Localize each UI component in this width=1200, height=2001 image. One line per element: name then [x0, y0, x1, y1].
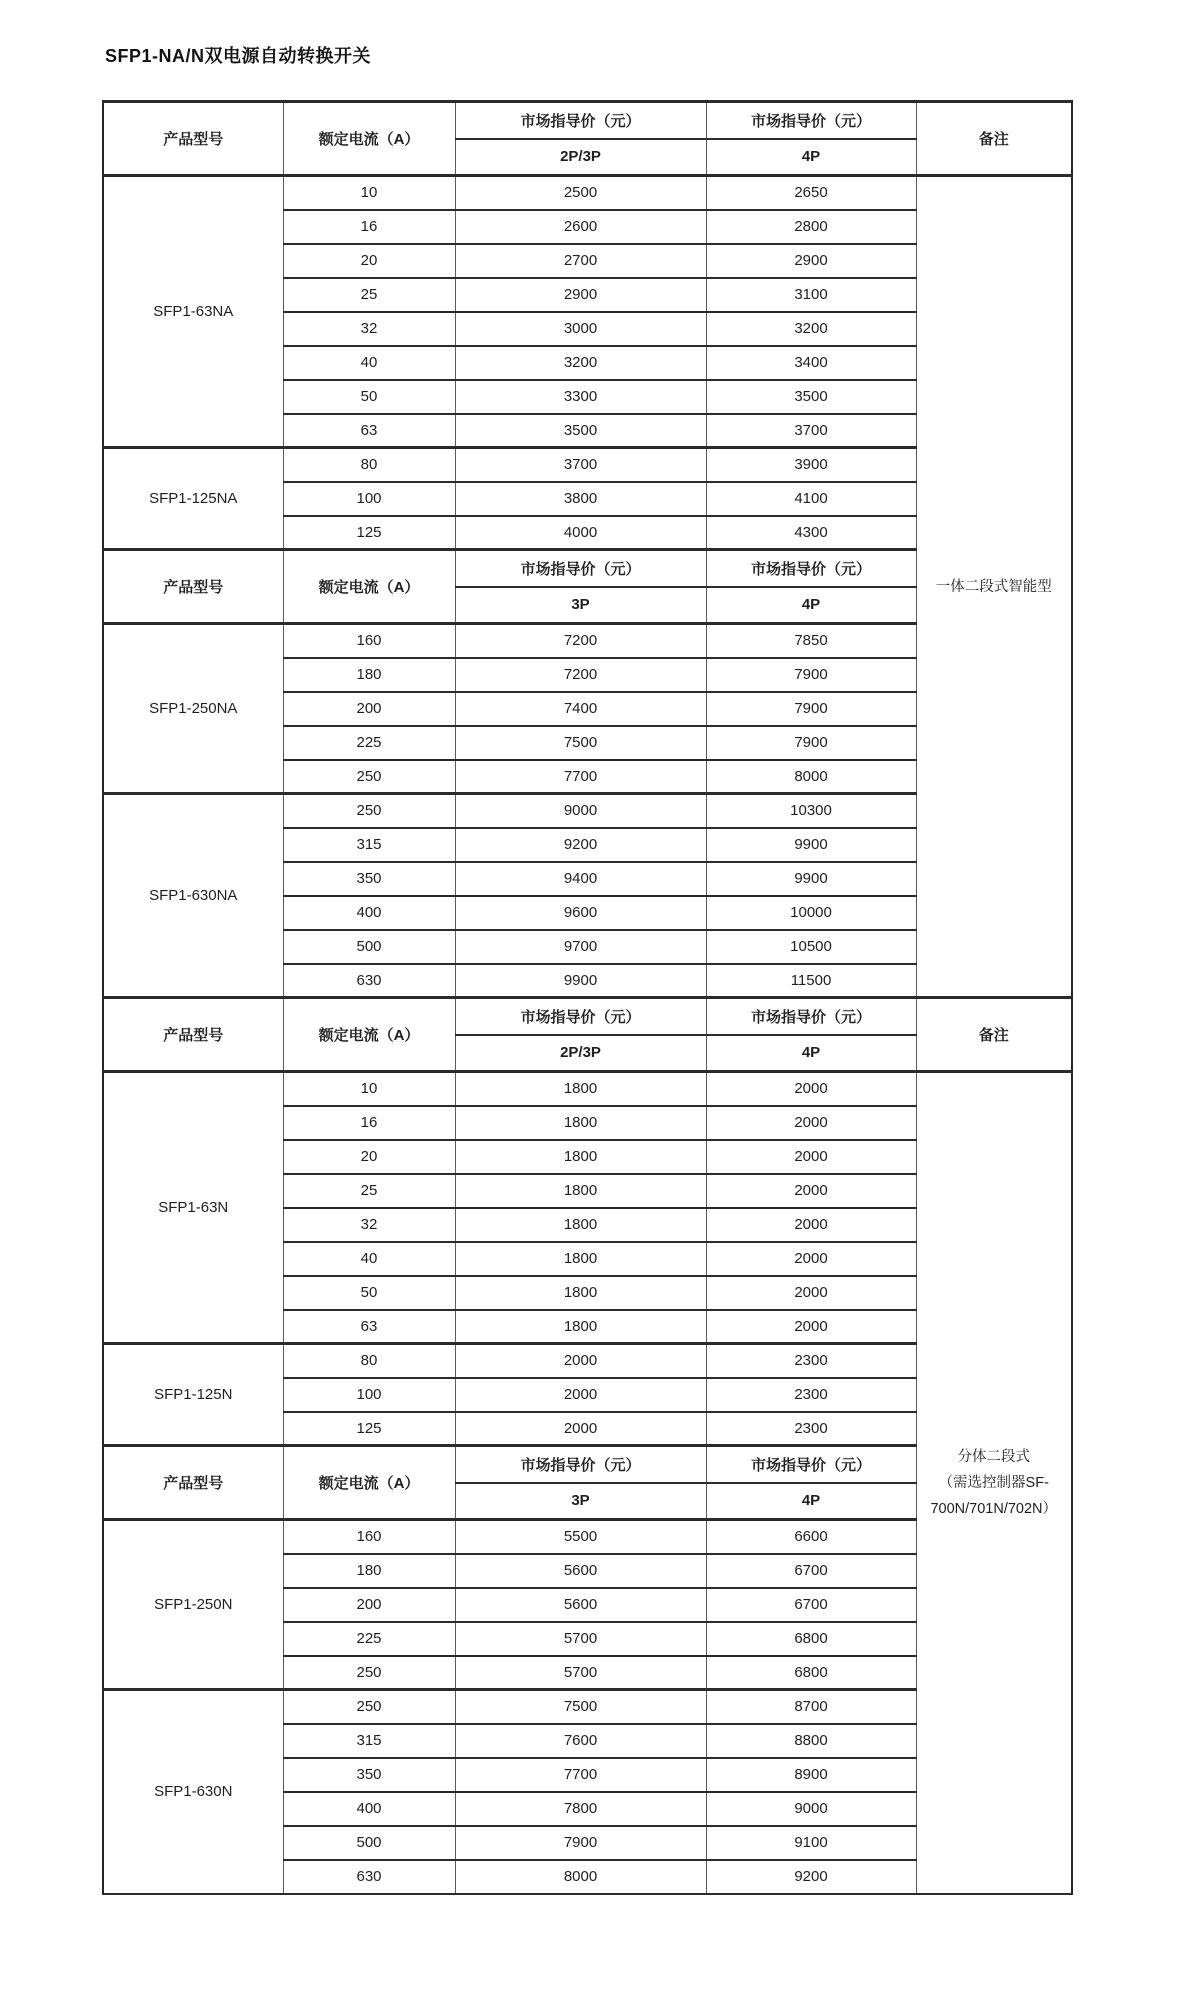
model-cell: SFP1-250N: [103, 1520, 283, 1690]
price-cell: 7900: [455, 1826, 706, 1860]
price-cell: 7500: [455, 726, 706, 760]
remark-line: 分体二段式: [957, 1448, 1030, 1465]
current-cell: 160: [283, 624, 455, 658]
price-cell: 8000: [706, 760, 916, 794]
price-cell: 2500: [455, 176, 706, 210]
current-cell: 32: [283, 1208, 455, 1242]
current-cell: 350: [283, 862, 455, 896]
current-cell: 50: [283, 380, 455, 414]
price-cell: 3200: [706, 312, 916, 346]
price-cell: 5700: [455, 1622, 706, 1656]
price-cell: 2300: [706, 1378, 916, 1412]
current-cell: 63: [283, 1310, 455, 1344]
price-cell: 2000: [706, 1140, 916, 1174]
current-cell: 50: [283, 1276, 455, 1310]
price-cell: 5500: [455, 1520, 706, 1554]
price-cell: 2650: [706, 176, 916, 210]
price-cell: 1800: [455, 1276, 706, 1310]
price-column-header: 市场指导价（元）: [455, 550, 706, 587]
current-cell: 250: [283, 794, 455, 828]
current-cell: 25: [283, 1174, 455, 1208]
price-cell: 10300: [706, 794, 916, 828]
current-cell: 10: [283, 176, 455, 210]
price-table-body: [103, 102, 1072, 1894]
current-column-header: 额定电流（A）: [283, 998, 455, 1072]
current-cell: 100: [283, 1378, 455, 1412]
price-cell: 8900: [706, 1758, 916, 1792]
price-cell: 7200: [455, 624, 706, 658]
current-column-header: 额定电流（A）: [283, 1446, 455, 1520]
current-cell: 315: [283, 1724, 455, 1758]
current-cell: 10: [283, 1072, 455, 1106]
price-cell: 7800: [455, 1792, 706, 1826]
current-cell: 32: [283, 312, 455, 346]
price-cell: 7500: [455, 1690, 706, 1724]
remark-cell: [916, 1072, 1072, 1894]
current-cell: 40: [283, 346, 455, 380]
price-cell: 3800: [455, 482, 706, 516]
current-cell: 630: [283, 964, 455, 998]
price-column-header: 市场指导价（元）: [455, 102, 706, 139]
price-column-header: 市场指导价（元）: [706, 550, 916, 587]
table-row: [103, 176, 1072, 210]
page-title: SFP1-NA/N双电源自动转换开关: [105, 46, 372, 66]
price-cell: 9200: [455, 828, 706, 862]
remark-line: 700N/701N/702N）: [930, 1500, 1058, 1517]
price-cell: 7850: [706, 624, 916, 658]
price-cell: 4000: [455, 516, 706, 550]
price-column-header: 市场指导价（元）: [455, 998, 706, 1035]
pole-header: 2P/3P: [455, 1035, 706, 1072]
price-cell: 3700: [706, 414, 916, 448]
price-cell: 3700: [455, 448, 706, 482]
model-column-header: 产品型号: [103, 102, 283, 176]
price-cell: 1800: [455, 1208, 706, 1242]
pole-header: 3P: [455, 1483, 706, 1520]
price-column-header: 市场指导价（元）: [706, 1446, 916, 1483]
price-cell: 2300: [706, 1412, 916, 1446]
price-cell: 6700: [706, 1554, 916, 1588]
model-cell: SFP1-630NA: [103, 794, 283, 998]
price-cell: 1800: [455, 1174, 706, 1208]
price-cell: 11500: [706, 964, 916, 998]
price-cell: 5600: [455, 1554, 706, 1588]
price-cell: 2000: [455, 1344, 706, 1378]
price-cell: 7900: [706, 658, 916, 692]
current-cell: 100: [283, 482, 455, 516]
price-cell: 6700: [706, 1588, 916, 1622]
current-cell: 200: [283, 1588, 455, 1622]
current-cell: 315: [283, 828, 455, 862]
table-row: [103, 1072, 1072, 1106]
price-cell: 7600: [455, 1724, 706, 1758]
remark-line: （需选控制器SF-: [938, 1474, 1049, 1491]
price-cell: 2000: [706, 1208, 916, 1242]
price-column-header: 市场指导价（元）: [706, 998, 916, 1035]
price-cell: 2000: [706, 1174, 916, 1208]
remark-cell: [916, 176, 1072, 998]
price-cell: 4300: [706, 516, 916, 550]
model-cell: SFP1-125N: [103, 1344, 283, 1446]
price-cell: 2000: [706, 1310, 916, 1344]
price-cell: 1800: [455, 1140, 706, 1174]
current-cell: 630: [283, 1860, 455, 1894]
header-row: [103, 102, 1072, 139]
price-cell: 9200: [706, 1860, 916, 1894]
price-cell: 9900: [706, 862, 916, 896]
price-cell: 7400: [455, 692, 706, 726]
price-cell: 3300: [455, 380, 706, 414]
price-cell: 9100: [706, 1826, 916, 1860]
price-cell: 3400: [706, 346, 916, 380]
current-column-header: 额定电流（A）: [283, 550, 455, 624]
pole-header: 2P/3P: [455, 139, 706, 176]
current-cell: 180: [283, 658, 455, 692]
price-cell: 6600: [706, 1520, 916, 1554]
price-cell: 7700: [455, 1758, 706, 1792]
price-cell: 2000: [455, 1378, 706, 1412]
current-cell: 400: [283, 1792, 455, 1826]
model-cell: SFP1-630N: [103, 1690, 283, 1894]
pole-header: 4P: [706, 1483, 916, 1520]
price-cell: 1800: [455, 1106, 706, 1140]
model-cell: SFP1-250NA: [103, 624, 283, 794]
price-cell: 9700: [455, 930, 706, 964]
price-cell: 3200: [455, 346, 706, 380]
price-cell: 2000: [706, 1242, 916, 1276]
price-cell: 2700: [455, 244, 706, 278]
price-cell: 2000: [455, 1412, 706, 1446]
price-cell: 5700: [455, 1656, 706, 1690]
pole-header: 3P: [455, 587, 706, 624]
price-cell: 8000: [455, 1860, 706, 1894]
current-cell: 200: [283, 692, 455, 726]
current-cell: 250: [283, 1690, 455, 1724]
price-cell: 3500: [706, 380, 916, 414]
pole-header: 4P: [706, 587, 916, 624]
pole-header: 4P: [706, 1035, 916, 1072]
current-cell: 350: [283, 1758, 455, 1792]
current-cell: 180: [283, 1554, 455, 1588]
current-cell: 125: [283, 1412, 455, 1446]
price-cell: 9900: [455, 964, 706, 998]
price-cell: 9600: [455, 896, 706, 930]
remark-line: 一体二段式智能型: [935, 578, 1052, 595]
price-column-header: 市场指导价（元）: [455, 1446, 706, 1483]
current-cell: 20: [283, 1140, 455, 1174]
current-cell: 63: [283, 414, 455, 448]
price-cell: 9000: [706, 1792, 916, 1826]
current-cell: 225: [283, 726, 455, 760]
pole-header: 4P: [706, 139, 916, 176]
price-cell: 1800: [455, 1310, 706, 1344]
current-cell: 25: [283, 278, 455, 312]
price-cell: 10500: [706, 930, 916, 964]
current-cell: 225: [283, 1622, 455, 1656]
price-cell: 2000: [706, 1276, 916, 1310]
price-cell: 6800: [706, 1622, 916, 1656]
price-cell: 6800: [706, 1656, 916, 1690]
price-cell: 9400: [455, 862, 706, 896]
current-cell: 80: [283, 1344, 455, 1378]
price-cell: 5600: [455, 1588, 706, 1622]
price-cell: 4100: [706, 482, 916, 516]
price-cell: 3500: [455, 414, 706, 448]
current-cell: 160: [283, 1520, 455, 1554]
price-cell: 2000: [706, 1106, 916, 1140]
current-cell: 250: [283, 1656, 455, 1690]
price-cell: 3900: [706, 448, 916, 482]
current-cell: 400: [283, 896, 455, 930]
model-cell: SFP1-125NA: [103, 448, 283, 550]
model-column-header: 产品型号: [103, 998, 283, 1072]
price-cell: 1800: [455, 1072, 706, 1106]
current-cell: 80: [283, 448, 455, 482]
current-cell: 40: [283, 1242, 455, 1276]
price-cell: 8700: [706, 1690, 916, 1724]
price-cell: 2900: [706, 244, 916, 278]
price-cell: 9000: [455, 794, 706, 828]
model-cell: SFP1-63NA: [103, 176, 283, 448]
current-cell: 500: [283, 930, 455, 964]
remark-column-header: 备注: [916, 102, 1072, 176]
current-cell: 16: [283, 1106, 455, 1140]
price-cell: 9900: [706, 828, 916, 862]
current-column-header: 额定电流（A）: [283, 102, 455, 176]
current-cell: 125: [283, 516, 455, 550]
price-cell: 3100: [706, 278, 916, 312]
model-cell: SFP1-63N: [103, 1072, 283, 1344]
header-row: [103, 998, 1072, 1035]
price-cell: 2300: [706, 1344, 916, 1378]
price-cell: 2000: [706, 1072, 916, 1106]
model-column-header: 产品型号: [103, 1446, 283, 1520]
model-column-header: 产品型号: [103, 550, 283, 624]
price-cell: 7200: [455, 658, 706, 692]
price-cell: 7900: [706, 726, 916, 760]
current-cell: 500: [283, 1826, 455, 1860]
price-cell: 8800: [706, 1724, 916, 1758]
current-cell: 20: [283, 244, 455, 278]
price-cell: 7700: [455, 760, 706, 794]
price-cell: 2900: [455, 278, 706, 312]
remark-column-header: 备注: [916, 998, 1072, 1072]
price-cell: 3000: [455, 312, 706, 346]
price-cell: 1800: [455, 1242, 706, 1276]
price-cell: 2800: [706, 210, 916, 244]
price-table: [102, 100, 1073, 1895]
price-cell: 7900: [706, 692, 916, 726]
current-cell: 250: [283, 760, 455, 794]
price-cell: 2600: [455, 210, 706, 244]
price-column-header: 市场指导价（元）: [706, 102, 916, 139]
price-cell: 10000: [706, 896, 916, 930]
current-cell: 16: [283, 210, 455, 244]
